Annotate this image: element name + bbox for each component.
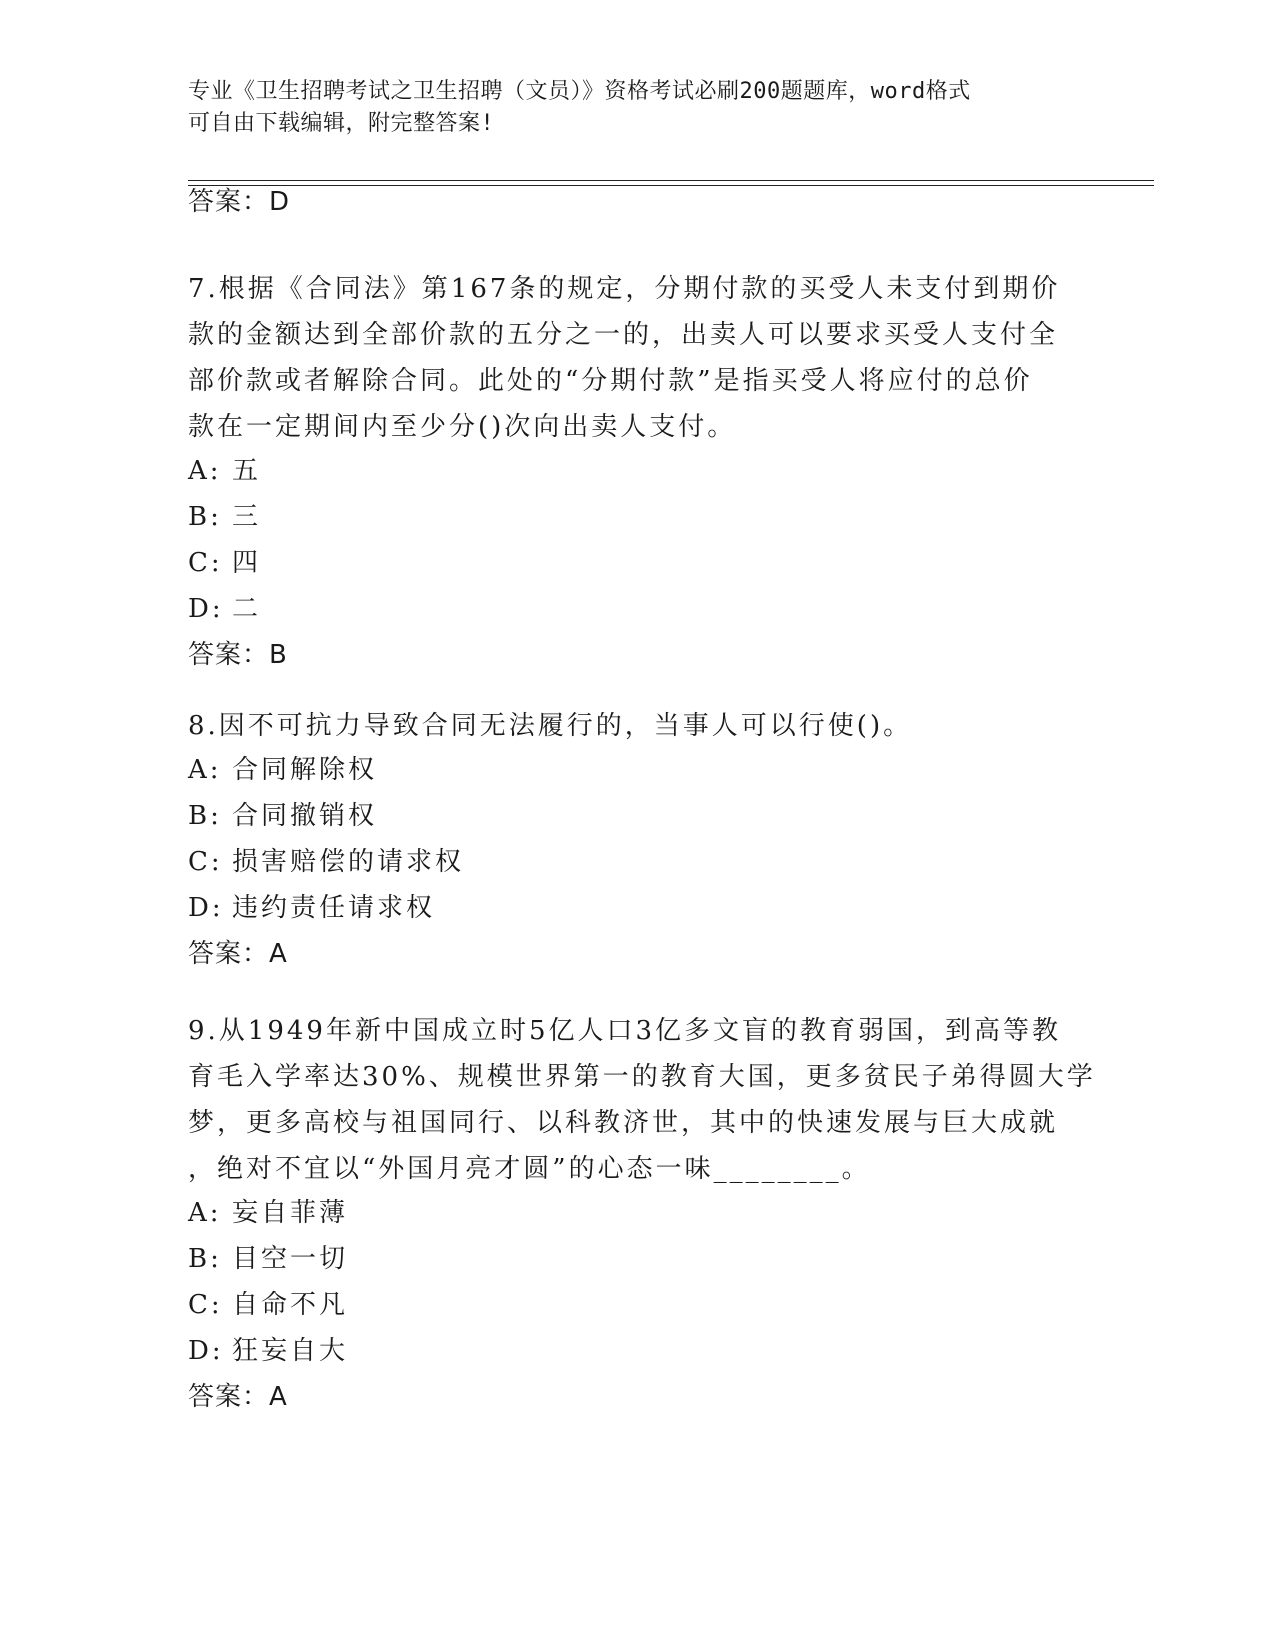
header-line-1: 专业《卫生招聘考试之卫生招聘（文员）》资格考试必刷200题题库，word格式 <box>188 79 971 104</box>
option-letter: C: <box>188 847 223 877</box>
question-line: 款的金额达到全部价款的五分之一的，出卖人可以要求买受人支付全 <box>188 320 1059 350</box>
header-divider-top <box>188 180 1154 181</box>
option-b <box>188 793 1088 839</box>
option-c <box>188 540 1088 586</box>
option-letter: D: <box>188 893 224 923</box>
option-text: 合同解除权 <box>232 755 378 785</box>
question-text <box>188 1008 1096 1192</box>
answer: 答案：B <box>188 640 288 670</box>
question-line: 款在一定期间内至少分()次向出卖人支付。 <box>188 412 737 442</box>
header-line-2: 可自由下载编辑，附完整答案! <box>188 111 495 136</box>
question-7 <box>188 266 1088 672</box>
option-a <box>188 747 1088 793</box>
option-b <box>188 1236 1088 1282</box>
option-text: 三 <box>232 502 262 532</box>
question-line: 部价款或者解除合同。此处的“分期付款”是指买受人将应付的总价 <box>188 366 1033 396</box>
option-text: 狂妄自大 <box>232 1336 349 1366</box>
option-b <box>188 494 1088 540</box>
option-d <box>188 1328 1088 1374</box>
question-line: ，绝对不宜以“外国月亮才圆”的心态一味________。 <box>188 1154 871 1184</box>
question-line: 8.因不可抗力导致合同无法履行的，当事人可以行使()。 <box>188 711 913 741</box>
option-letter: D: <box>188 1336 224 1366</box>
option-letter: A: <box>188 755 222 785</box>
page-header <box>188 76 1088 140</box>
option-d <box>188 586 1088 632</box>
option-c <box>188 1282 1088 1328</box>
option-text: 二 <box>232 594 262 624</box>
option-letter: B: <box>188 801 222 831</box>
option-text: 五 <box>232 456 262 486</box>
option-text: 损害赔偿的请求权 <box>232 847 465 877</box>
option-letter: A: <box>188 456 222 486</box>
question-line: 梦，更多高校与祖国同行、以科教济世，其中的快速发展与巨大成就 <box>188 1108 1059 1138</box>
option-letter: C: <box>188 548 223 578</box>
option-a <box>188 1190 1088 1236</box>
question-line: 育毛入学率达30%、规模世界第一的教育大国，更多贫民子弟得圆大学 <box>188 1062 1096 1092</box>
answer: 答案：A <box>188 1382 288 1412</box>
option-text: 四 <box>232 548 262 578</box>
question-8 <box>188 703 1088 971</box>
option-d <box>188 885 1088 931</box>
option-text: 妄自菲薄 <box>232 1198 349 1228</box>
option-letter: D: <box>188 594 224 624</box>
option-letter: B: <box>188 502 222 532</box>
option-a <box>188 448 1088 494</box>
previous-answer: 答案：D <box>188 187 291 217</box>
option-letter: C: <box>188 1290 223 1320</box>
option-text: 目空一切 <box>232 1244 349 1274</box>
question-text <box>188 266 1088 450</box>
question-line: 7.根据《合同法》第167条的规定，分期付款的买受人未支付到期价 <box>188 274 1061 304</box>
question-line: 9.从1949年新中国成立时5亿人口3亿多文盲的教育弱国，到高等教 <box>188 1016 1062 1046</box>
option-letter: B: <box>188 1244 222 1274</box>
option-text: 自命不凡 <box>232 1290 349 1320</box>
option-text: 违约责任请求权 <box>232 893 436 923</box>
option-letter: A: <box>188 1198 222 1228</box>
answer: 答案：A <box>188 939 288 969</box>
option-text: 合同撤销权 <box>232 801 378 831</box>
question-9 <box>188 1008 1096 1414</box>
question-text <box>188 703 1088 749</box>
option-c <box>188 839 1088 885</box>
